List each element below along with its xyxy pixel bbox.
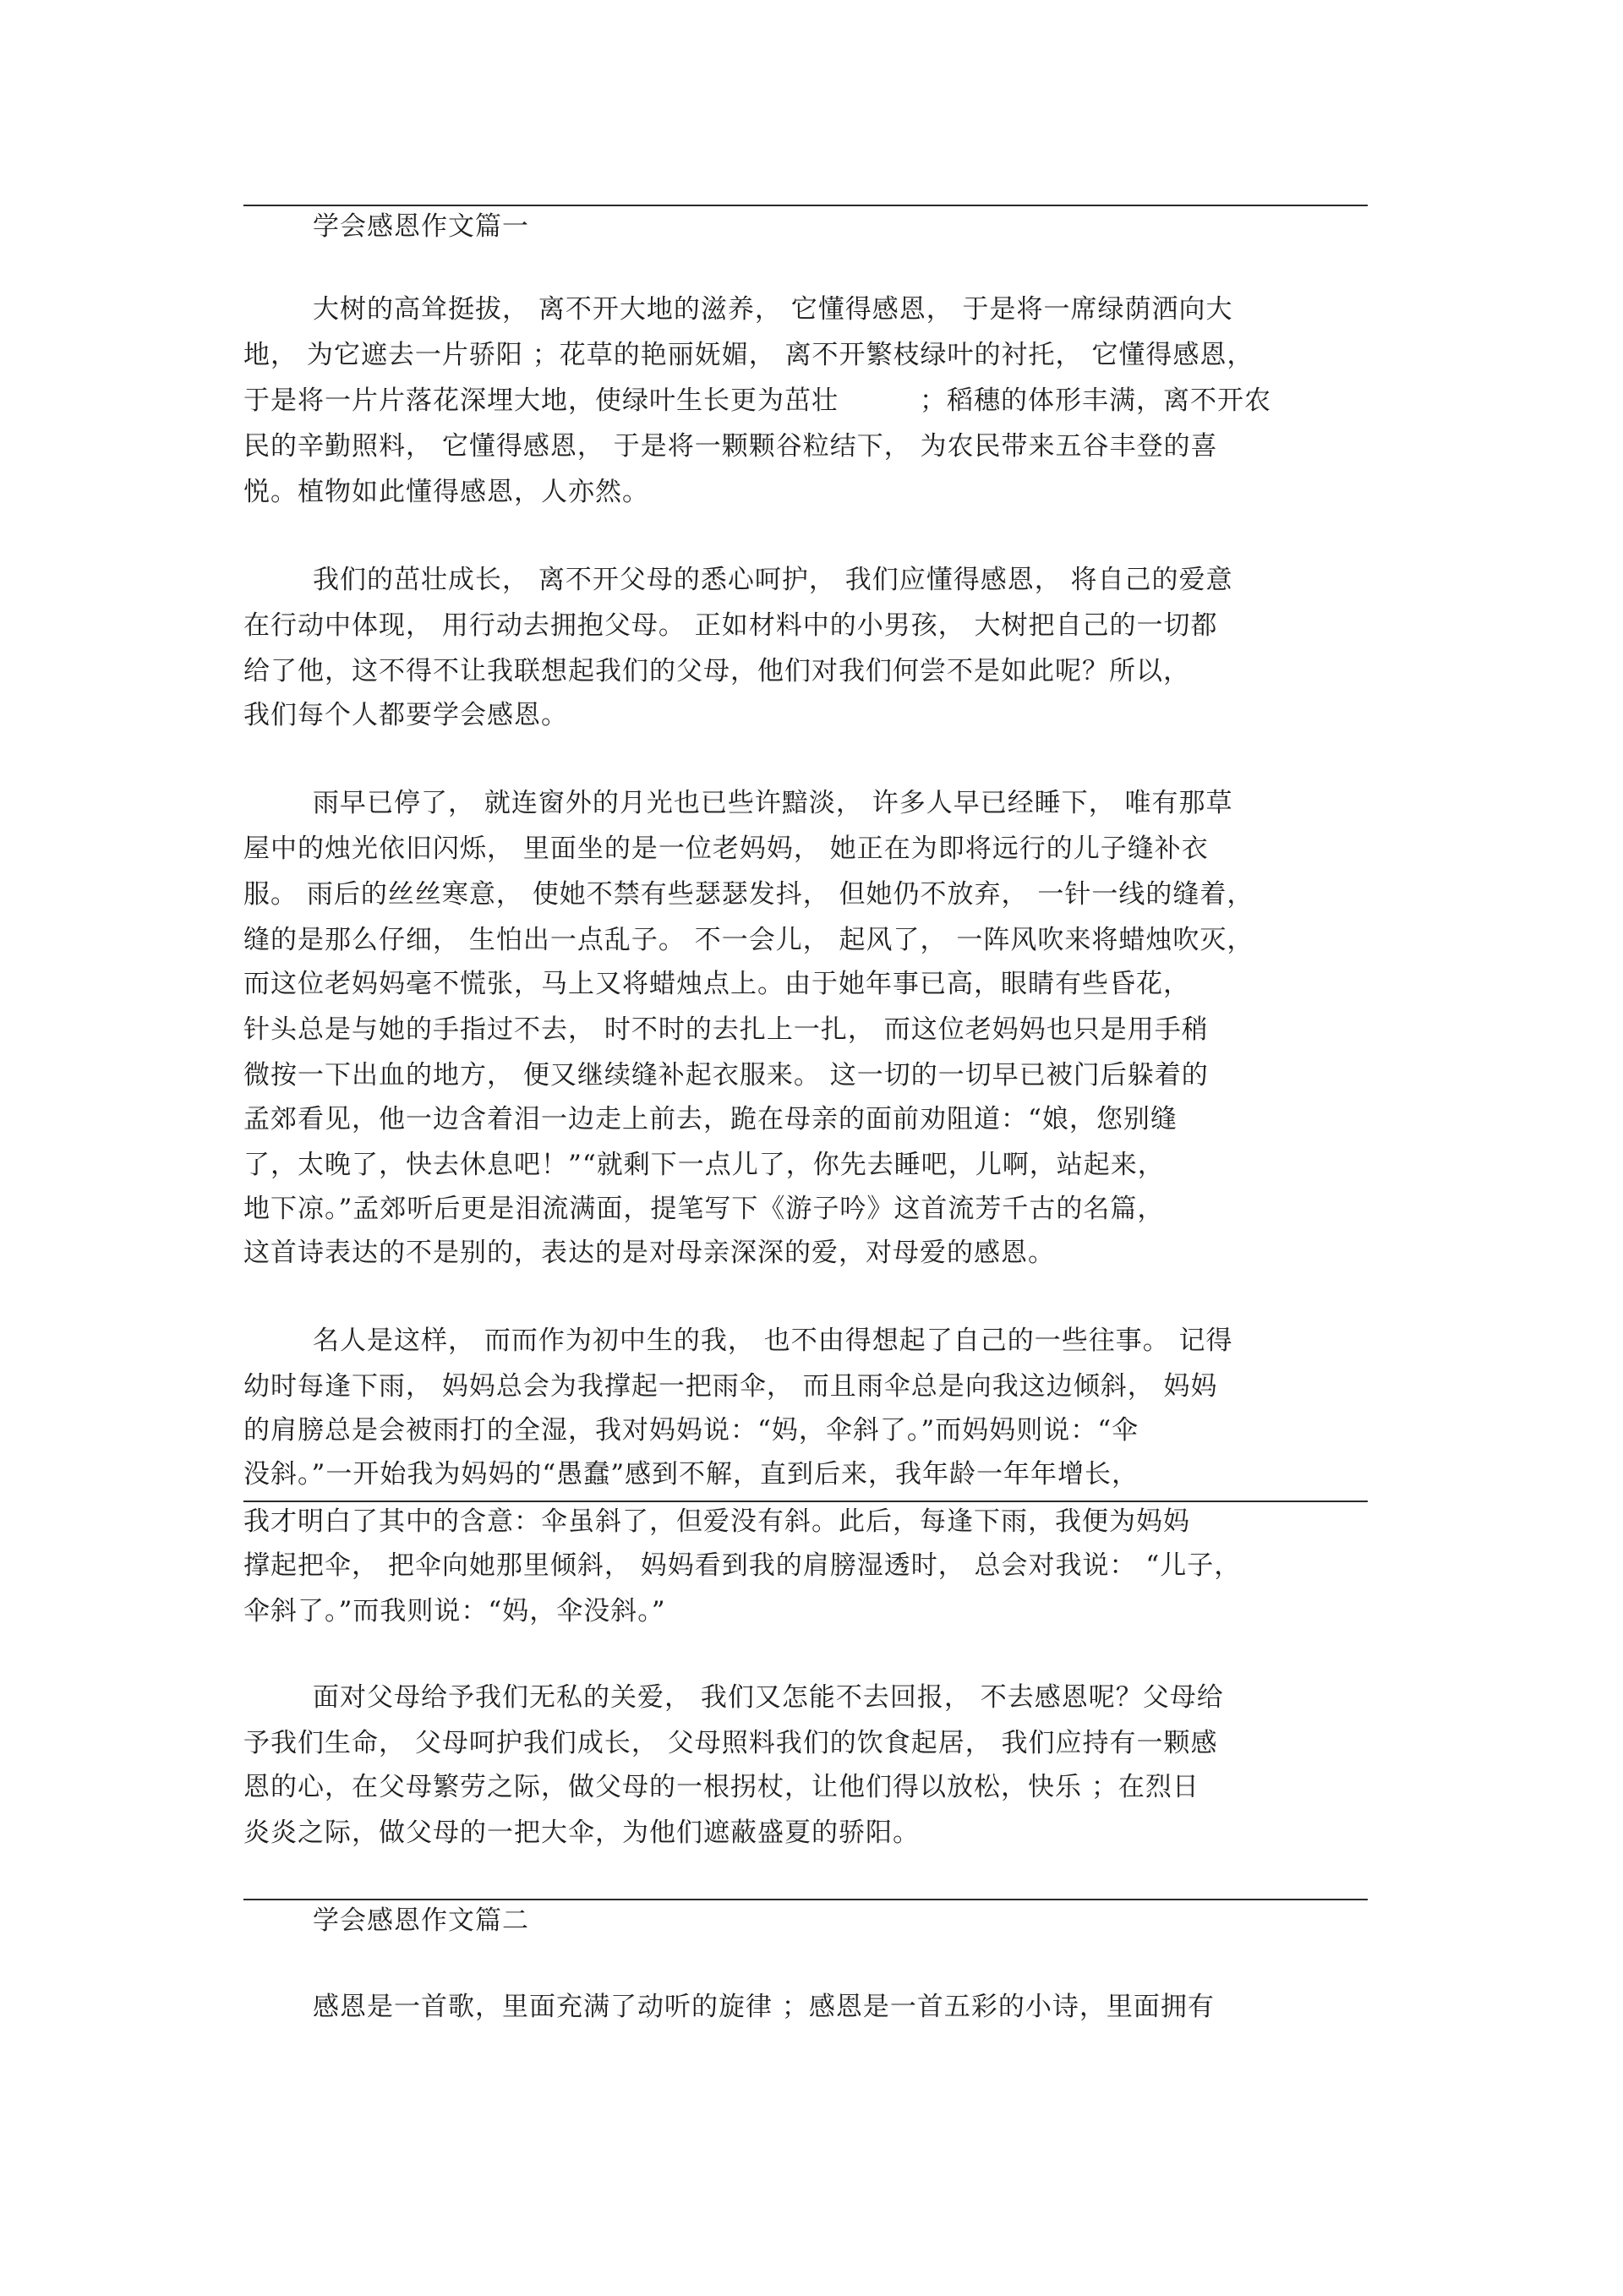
section-title-2: 学会感恩作文篇二 [313, 1905, 529, 1936]
page-break-divider [243, 1501, 1368, 1502]
text-line: 我才明白了其中的含意：伞虽斜了，但爱没有斜。此后，每逢下雨，我便为妈妈 [243, 1506, 1190, 1537]
text-line: 屋中的烛光依旧闪烁， 里面坐的是一位老妈妈， 她正在为即将远行的儿子缝补衣 [243, 834, 1209, 864]
text-line: 伞斜了。”而我则说：“妈，伞没斜。” [243, 1596, 666, 1626]
text-line: 服。 雨后的丝丝寒意， 使她不禁有些瑟瑟发抖， 但她仍不放弃， 一针一线的缝着， [243, 879, 1254, 910]
text-line: 感恩是一首歌，里面充满了动听的旋律 ；感恩是一首五彩的小诗，里面拥有 [313, 1992, 1215, 2022]
text-line: 于是将一片片落花深埋大地，使绿叶生长更为茁壮 ；稻穗的体形丰满，离不开农 [243, 385, 1271, 416]
text-line: 的肩膀总是会被雨打的全湿，我对妈妈说：“妈，伞斜了。”而妈妈则说：“伞 [243, 1415, 1139, 1446]
section-divider-top [243, 205, 1368, 206]
text-line: 撑起把伞， 把伞向她那里倾斜， 妈妈看到我的肩膀湿透时， 总会对我说： “儿子， [243, 1550, 1242, 1581]
text-line: 而这位老妈妈毫不慌张，马上又将蜡烛点上。由于她年事已高，眼睛有些昏花， [243, 969, 1190, 999]
text-line: 大树的高耸挺拔， 离不开大地的滋养， 它懂得感恩， 于是将一席绿荫洒向大 [313, 294, 1233, 325]
text-line: 了，太晚了，快去休息吧！”“就剩下一点儿了，你先去睡吧，儿啊，站起来， [243, 1150, 1165, 1180]
text-line: 我们的茁壮成长， 离不开父母的悉心呵护， 我们应懂得感恩， 将自己的爱意 [313, 565, 1233, 595]
text-line: 予我们生命， 父母呵护我们成长， 父母照料我们的饮食起居， 我们应持有一颗感 [243, 1728, 1218, 1758]
section-divider-second [243, 1899, 1368, 1900]
text-line: 悦。植物如此懂得感恩，人亦然。 [243, 477, 649, 507]
text-line: 民的辛勤照料， 它懂得感恩， 于是将一颗颗谷粒结下， 为农民带来五谷丰登的喜 [243, 431, 1218, 462]
text-line: 幼时每逢下雨， 妈妈总会为我撑起一把雨伞， 而且雨伞总是向我这边倾斜， 妈妈 [243, 1371, 1218, 1402]
text-line: 孟郊看见，他一边含着泪一边走上前去，跪在母亲的面前劝阻道：“娘，您别缝 [243, 1104, 1178, 1134]
text-line: 炎炎之际，做父母的一把大伞，为他们遮蔽盛夏的骄阳。 [243, 1818, 920, 1848]
text-line: 针头总是与她的手指过不去， 时不时的去扎上一扎， 而这位老妈妈也只是用手稍 [243, 1014, 1209, 1045]
section-title-1: 学会感恩作文篇一 [313, 211, 529, 242]
text-line: 在行动中体现， 用行动去拥抱父母。 正如材料中的小男孩， 大树把自己的一切都 [243, 610, 1218, 641]
text-line: 恩的心，在父母繁劳之际，做父母的一根拐杖，让他们得以放松，快乐 ；在烈日 [243, 1772, 1199, 1802]
text-line: 我们每个人都要学会感恩。 [243, 700, 568, 730]
text-line: 微按一下出血的地方， 便又继续缝补起衣服来。 这一切的一切早已被门后躲着的 [243, 1060, 1209, 1091]
text-line: 这首诗表达的不是别的，表达的是对母亲深深的爱，对母爱的感恩。 [243, 1238, 1055, 1268]
text-line: 雨早已停了， 就连窗外的月光也已些许黯淡， 许多人早已经睡下， 唯有那草 [313, 788, 1233, 818]
text-line: 没斜。”一开始我为妈妈的“愚蠢”感到不解，直到后来，我年龄一年年增长， [243, 1459, 1139, 1490]
text-line: 缝的是那么仔细， 生怕出一点乱子。 不一会儿， 起风了， 一阵风吹来将蜡烛吹灭， [243, 925, 1254, 955]
text-line: 名人是这样， 而而作为初中生的我， 也不由得想起了自己的一些往事。 记得 [313, 1326, 1233, 1356]
text-line: 地下凉。”孟郊听后更是泪流满面，提笔写下《游子吟》这首流芳千古的名篇， [243, 1194, 1165, 1224]
text-line: 面对父母给予我们无私的关爱， 我们又怎能不去回报， 不去感恩呢？父母给 [313, 1682, 1224, 1713]
text-line: 地， 为它遮去一片骄阳 ；花草的艳丽妩媚， 离不开繁枝绿叶的衬托， 它懂得感恩， [243, 340, 1254, 370]
text-line: 给了他，这不得不让我联想起我们的父母，他们对我们何尝不是如此呢？所以， [243, 656, 1190, 686]
